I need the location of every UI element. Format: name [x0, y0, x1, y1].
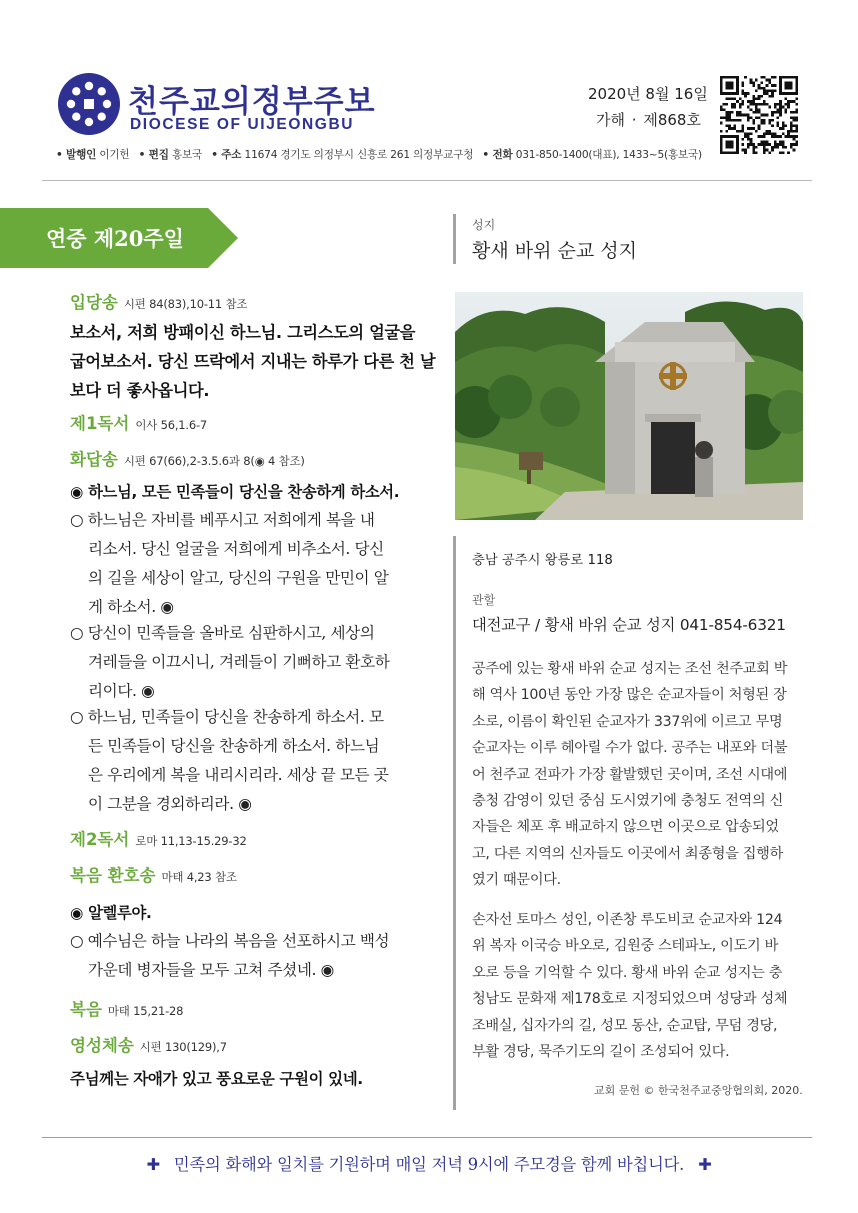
- verse-line: 리소서. 당신 얼굴을 저희에게 비추소서. 당신: [88, 540, 384, 558]
- psalm-verse-3: [70, 703, 440, 819]
- entrance-antiphon-text: [70, 318, 440, 405]
- cross-icon: ✚: [146, 1155, 160, 1174]
- verse-line: 의 길을 세상이 알고, 당신의 구원을 만민이 알: [88, 569, 389, 587]
- jurisdiction-label: 관할: [472, 593, 496, 607]
- jurisdiction-info: 대전교구 / 황새 바위 순교 성지 041-854-6321: [472, 616, 786, 634]
- communion-ref: 시편 130(129),7: [139, 1040, 227, 1054]
- second-reading-text: 제2독서: [70, 830, 130, 849]
- first-reading-text: 제1독서: [70, 414, 130, 433]
- entrance-line: 보다 더 좋사옵니다.: [70, 381, 210, 400]
- publisher-label: • 발행인: [56, 149, 97, 161]
- para-line: 자들은 체포 후 배교하지 않으면 이곳으로 압송되었: [472, 819, 779, 836]
- issue-no: 제868호: [643, 111, 701, 129]
- first-reading-label: [70, 410, 207, 434]
- para-line: 충청 감영이 있던 중심 도시였기에 충청도 전역의 신: [472, 793, 783, 810]
- para-line: 해 역사 100년 동안 가장 많은 순교자들이 처형된 장: [472, 687, 787, 704]
- shrine-header-rule: [453, 214, 456, 264]
- gospel-acclamation-label: [70, 862, 237, 886]
- newsletter-title: 천주교의정부주보: [128, 84, 376, 120]
- communion-text: 주님께는 자애가 있고 풍요로운 구원이 있네.: [70, 1070, 363, 1088]
- verse-line: ○ 당신이 민족들을 올바로 심판하시고, 세상의: [70, 624, 375, 642]
- copyright-notice: 교회 문헌 © 한국천주교중앙협의회, 2020.: [594, 1084, 803, 1097]
- gospel-ref: 마태 15,21-28: [107, 1004, 184, 1018]
- shrine-column-rule: [453, 536, 456, 1110]
- verse-line: ○ 예수님은 하늘 나라의 복음을 선포하시고 백성: [70, 932, 390, 950]
- verse-line: 이 그분을 경외하리라. ◉: [88, 795, 252, 813]
- footer-divider: [42, 1137, 812, 1138]
- shrine-address: 충남 공주시 왕릉로 118: [472, 553, 613, 568]
- shrine-paragraph-2: [472, 907, 808, 1065]
- para-line: 청남도 문화재 제178호로 지정되었으며 성당과 성체: [472, 991, 788, 1008]
- address-label: • 주소: [211, 149, 242, 161]
- entrance-label-text: 입당송: [70, 293, 118, 312]
- psalm-verse-2: [70, 619, 440, 706]
- gospel-text: 복음: [70, 1000, 102, 1019]
- publication-info: [56, 147, 702, 162]
- para-line: 였기 때문이다.: [472, 872, 561, 889]
- psalm-label-text: 화답송: [70, 450, 118, 469]
- alleluia-response: ◉ 알렐루야.: [70, 904, 152, 922]
- para-line: 소로, 이름이 확인된 순교자가 337위에 이르고 무명: [472, 713, 783, 730]
- newsletter-title-en: DIOCESE OF UIJEONGBU: [130, 116, 355, 133]
- publisher: 이기헌: [99, 149, 130, 161]
- psalm-ref: 시편 67(66),2-3.5.6과 8(◉ 4 참조): [123, 454, 305, 468]
- para-line: 손자선 토마스 성인, 이존창 루도비코 순교자와 124: [472, 912, 783, 928]
- para-line: 오로 등을 기억할 수 있다. 황새 바위 순교 성지는 충: [472, 964, 783, 981]
- verse-line: 리이다. ◉: [88, 682, 155, 700]
- psalm-label: [70, 446, 305, 470]
- editor-label: • 편집: [138, 149, 169, 161]
- cross-icon: ✚: [698, 1155, 712, 1174]
- first-reading-ref: 이사 56,1.6-7: [135, 418, 208, 432]
- header-divider: [42, 180, 812, 181]
- verse-line: 게 하소서. ◉: [88, 598, 174, 616]
- para-line: 공주에 있는 황새 바위 순교 성지는 조선 천주교회 박: [472, 661, 788, 677]
- diocese-logo: [58, 73, 120, 135]
- para-line: 조배실, 십자가의 길, 성모 동산, 순교탑, 무덤 경당,: [472, 1017, 778, 1034]
- entrance-ref: 시편 84(83),10-11 참조: [123, 297, 248, 311]
- para-line: 순교자는 이루 헤아릴 수가 없다. 공주는 내포와 더불: [472, 740, 788, 757]
- gospel-acclamation-ref: 마태 4,23 참조: [161, 870, 237, 884]
- para-line: 어 천주교 전파가 가장 활발했던 곳이며, 조선 시대에: [472, 766, 788, 783]
- address: 11674 경기도 의정부시 신흥로 261 의정부교구청: [244, 149, 474, 161]
- second-reading-label: [70, 826, 247, 850]
- phone: 031-850-1400(대표), 1433~5(홍보국): [515, 149, 702, 161]
- verse-line: 든 민족들이 당신을 찬송하게 하소서. 하느님: [88, 737, 380, 755]
- para-line: 위 복자 이국승 바오로, 김원중 스테파노, 이도기 바: [472, 938, 778, 955]
- sunday-banner: [0, 208, 238, 268]
- entrance-line: 굽어보소서. 당신 뜨락에서 지내는 하루가 다른 천 날: [70, 352, 436, 371]
- entrance-line: 보소서, 저희 방패이신 하느님. 그리스도의 얼굴을: [70, 323, 416, 342]
- verse-line: 은 우리에게 복을 내리시리라. 세상 끝 모든 곳: [88, 766, 389, 784]
- verse-line: ○ 하느님은 자비를 베푸시고 저희에게 복을 내: [70, 511, 375, 529]
- issue-date: 2020년 8월 16일: [588, 85, 708, 103]
- communion-label: [70, 1032, 227, 1056]
- gospel-acclamation-text: 복음 환호송: [70, 866, 156, 885]
- footer-prayer-note: [0, 1151, 858, 1175]
- psalm-response: ◉ 하느님, 모든 민족들이 당신을 찬송하게 하소서.: [70, 483, 400, 501]
- verse-line: ○ 하느님, 민족들이 당신을 찬송하게 하소서. 모: [70, 708, 384, 726]
- gospel-label: [70, 996, 183, 1020]
- issue-separator: ·: [631, 111, 637, 129]
- psalm-verse-1: [70, 506, 440, 622]
- shrine-section-label: 성지: [472, 218, 496, 232]
- second-reading-ref: 로마 11,13-15.29-32: [135, 834, 247, 848]
- qr-code-icon[interactable]: [720, 76, 798, 154]
- footer-text: 민족의 화해와 일치를 기원하며 매일 저녁 9시에 주모경을 함께 바칩니다.: [173, 1155, 685, 1174]
- entrance-antiphon-label: [70, 289, 247, 313]
- editor: 홍보국: [171, 149, 203, 161]
- shrine-paragraph-1: [472, 656, 808, 894]
- sunday-title: 연중 제20주일: [46, 226, 184, 251]
- para-line: 부활 경당, 묵주기도의 길이 조성되어 있다.: [472, 1044, 730, 1061]
- verse-line: 겨레들을 이끄시니, 겨레들이 기뻐하고 환호하: [88, 653, 390, 671]
- gospel-acclamation-verse: [70, 927, 440, 985]
- phone-label: • 전화: [482, 149, 513, 161]
- para-line: 고, 다른 지역의 신자들도 이곳에서 최종형을 집행하: [472, 845, 783, 862]
- shrine-photo: [455, 292, 803, 520]
- shrine-title: 황새 바위 순교 성지: [472, 240, 637, 262]
- verse-line: 가운데 병자들을 모두 고쳐 주셨네. ◉: [88, 961, 334, 979]
- issue-number: [596, 109, 701, 130]
- liturgical-cycle: 가해: [596, 111, 625, 129]
- communion-label-text: 영성체송: [70, 1036, 134, 1055]
